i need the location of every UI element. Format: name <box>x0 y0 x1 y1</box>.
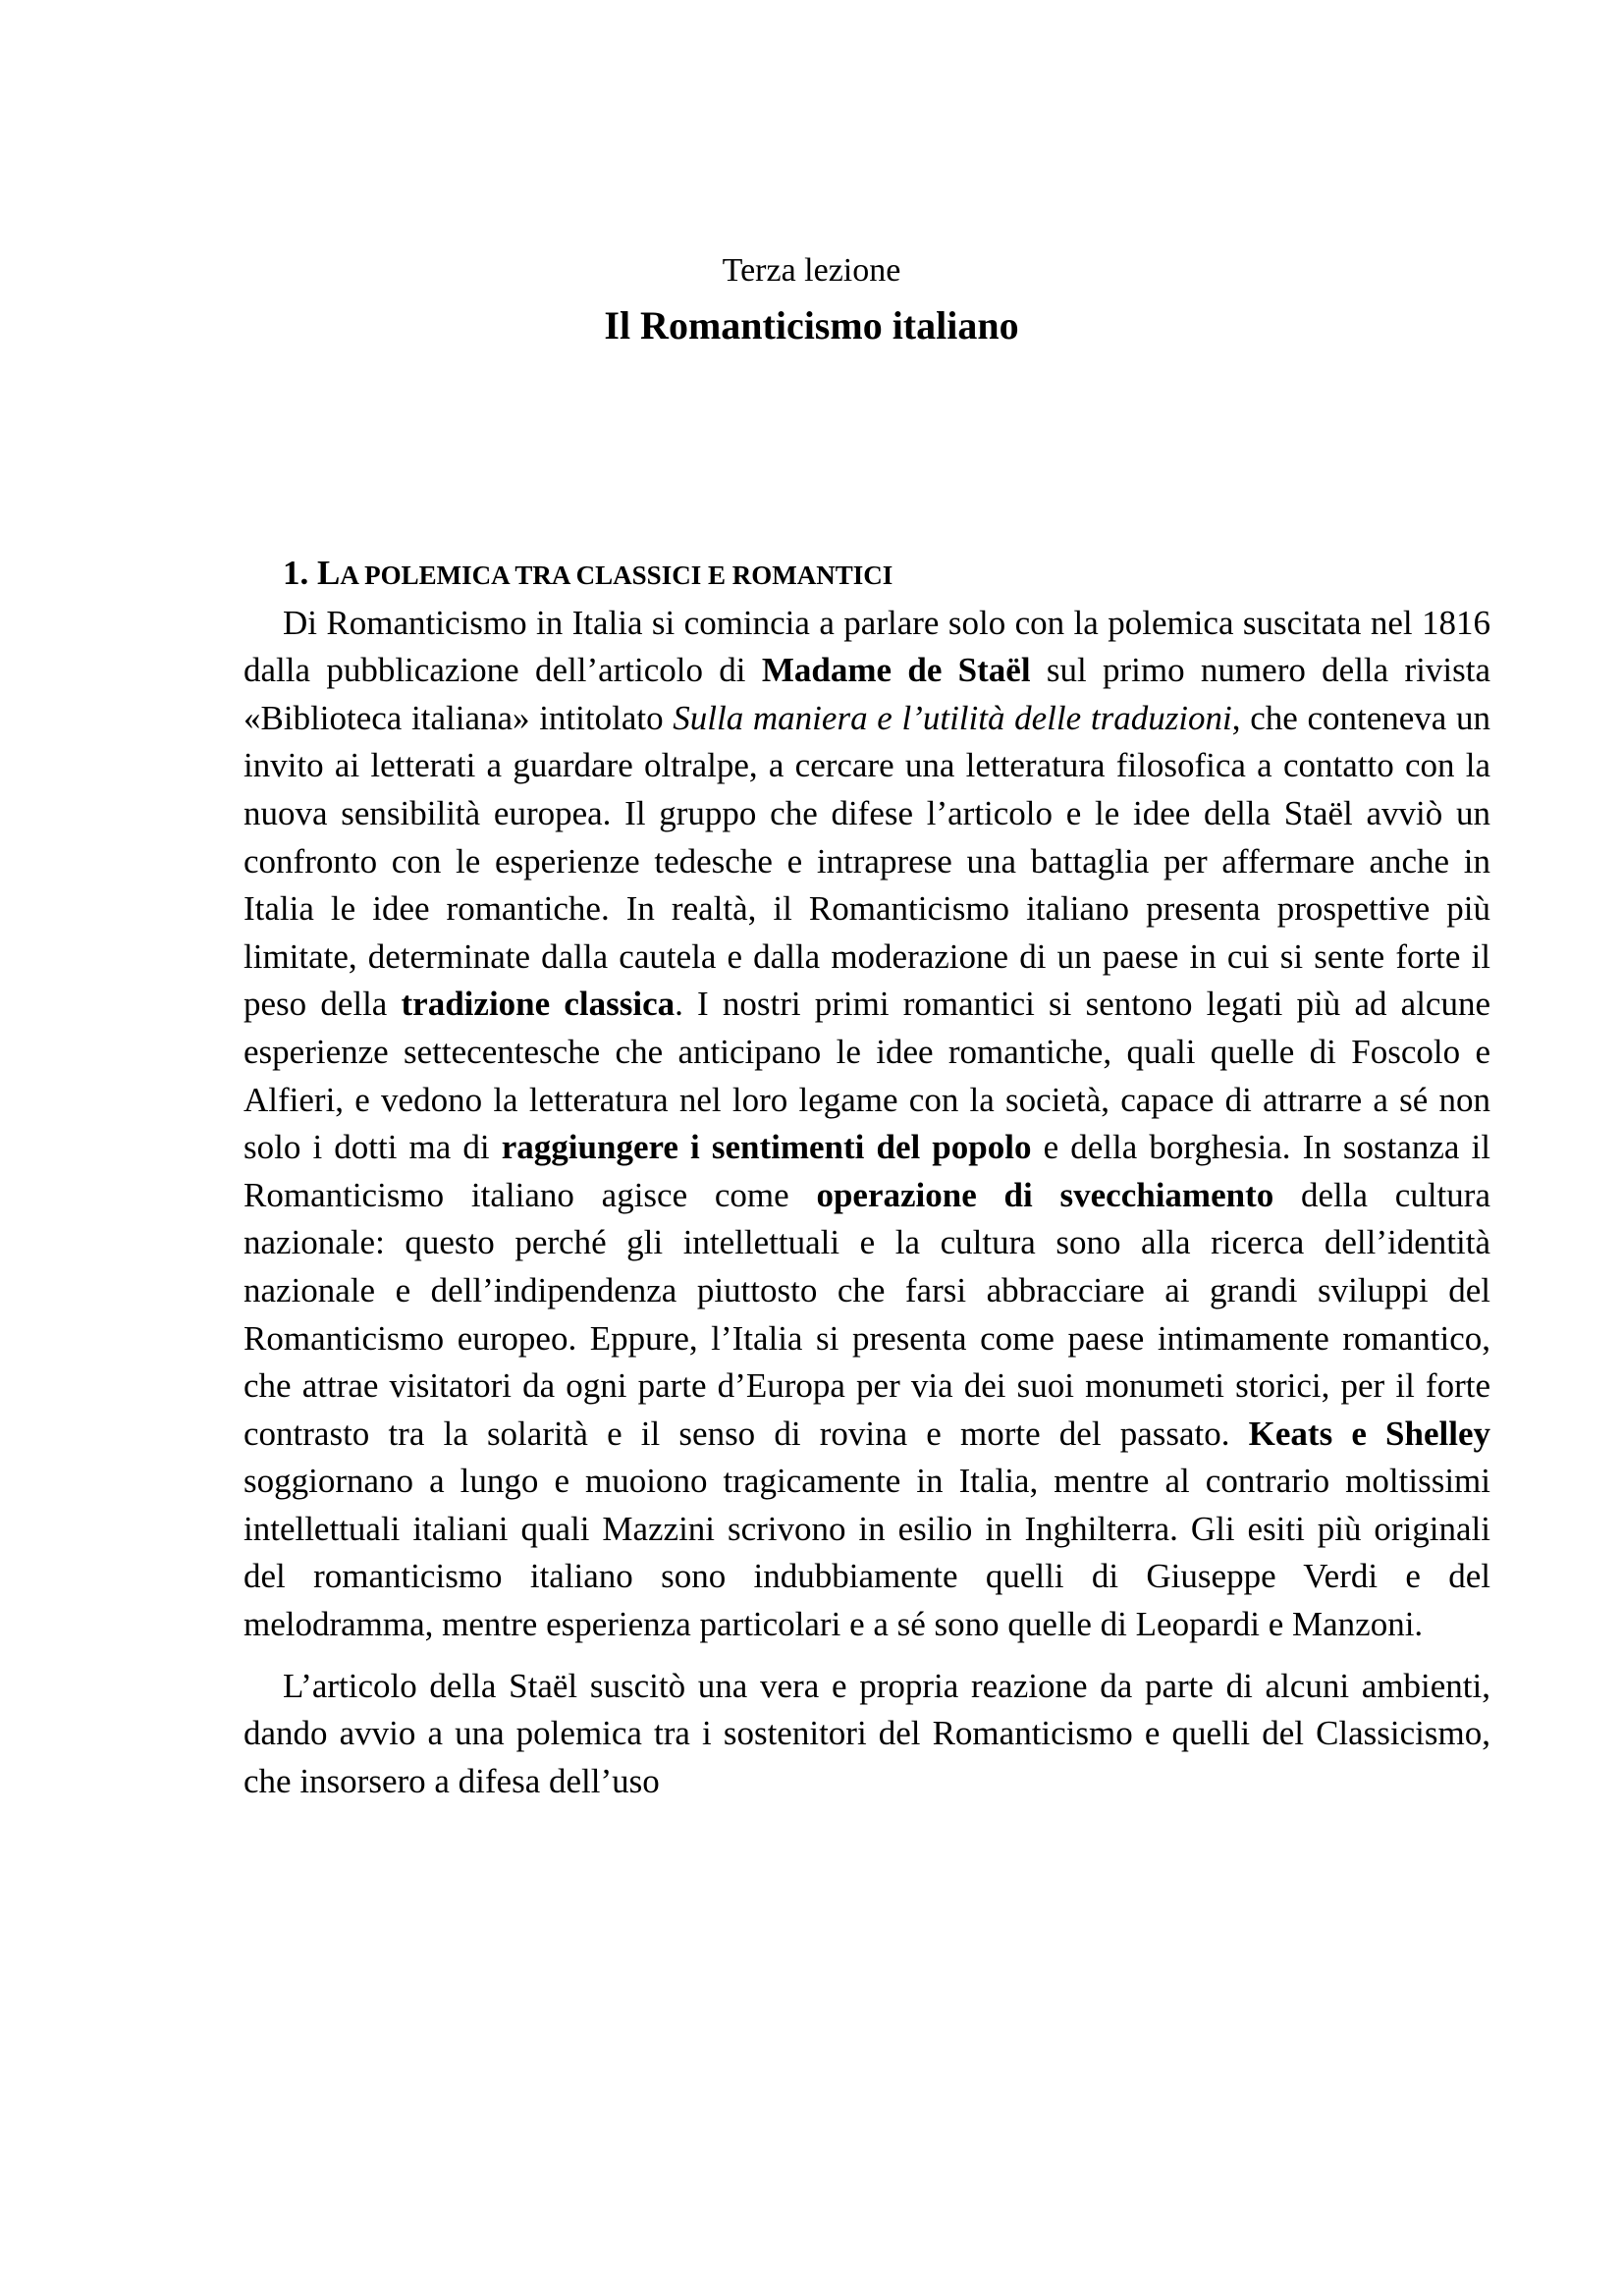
paragraph-1 <box>243 600 1490 1649</box>
lesson-label: Terza lezione <box>722 252 901 289</box>
bold-term-tradizione-classica: tradizione classica <box>401 985 676 1024</box>
body-text <box>243 550 1490 1805</box>
text-run: . I nostri primi romantici si sentono legati più ad alcune esperienze settecentesche che anticipano le idee romantiche, quali quelle di Foscolo e Alfieri, e vedono la letteratura nel loro legame con la società, capace di attrarre a sé non solo i dotti ma di <box>243 985 1490 1167</box>
text-run: e della borghesia. In sostanza il Romanticismo italiano agisce come <box>243 1128 1490 1214</box>
text-run: della cultura nazionale: questo perché gli intellettuali e la cultura sono alla ricerca dell’identità nazionale e dell’indipendenza piuttosto che farsi abbracciare ai grandi sviluppi del Romanticismo europeo. Eppure, l’Italia si presenta come paese intimamente romantico, che attrae visitatori da ogni parte d’Europa per via dei suoi monumeti storici, per il forte contrasto tra la solarità e il senso di rovina e morte del passato. <box>243 1175 1490 1453</box>
text-run: L’articolo della Staël suscitò una vera e propria reazione da parte di alcuni ambienti, dando avvio a una polemica tra i sostenitori del Romanticismo e quelli del Classicismo, che insorsero a difesa dell’uso <box>243 1666 1490 1800</box>
text-run: sul primo numero della rivista «Biblioteca italiana» intitolato <box>243 651 1490 737</box>
bold-term-svecchiamento: operazione di svecchiamento <box>816 1175 1274 1214</box>
chapter-title: Il Romanticismo italiano <box>604 303 1019 347</box>
bold-term-madame-de-stael: Madame de Staël <box>761 651 1031 690</box>
text-run: , che conteneva un invito ai letterati a guardare oltralpe, a cercare una letteratura filosofica a contatto con la nuova sensibilità europea. Il gruppo che difese l’articolo e le idee della Staël avviò un confronto con le esperienze tedesche e intraprese una battaglia per affermare anche in Italia le idee romantiche. In realtà, il Romanticismo italiano presenta prospettive più limitate, determinate dalla cautela e dalla moderazione di un paese in cui si sente forte il peso della <box>243 698 1490 1024</box>
text-run: Di Romanticismo in Italia si comincia a parlare solo con la polemica suscitata nel 1816 dalla pubblicazione dell’articolo di <box>243 603 1490 690</box>
paragraph-2 <box>243 1663 1490 1806</box>
bold-term-keats-shelley: Keats e Shelley <box>1248 1414 1490 1453</box>
section-heading-initial: L <box>317 554 341 592</box>
italic-work-title: Sulla maniera e l’utilità delle traduzioni <box>673 698 1232 737</box>
section-heading <box>243 550 1490 600</box>
section-heading-smallcaps: A POLEMICA TRA CLASSICI E ROMANTICI <box>340 561 893 590</box>
bold-term-raggiungere-sentimenti: raggiungere i sentimenti del popolo <box>501 1128 1032 1167</box>
text-run: soggiornano a lungo e muoiono tragicamente in Italia, mentre al contrario moltissimi intellettuali italiani quali Mazzini scrivono in esilio in Inghilterra. Gli esiti più originali del romanticismo italiano sono indubbiamente quelli di Giuseppe Verdi e del melodramma, mentre esperienza particolari e a sé sono quelle di Leopardi e Manzoni. <box>243 1462 1490 1644</box>
section-number: 1. <box>283 554 309 592</box>
